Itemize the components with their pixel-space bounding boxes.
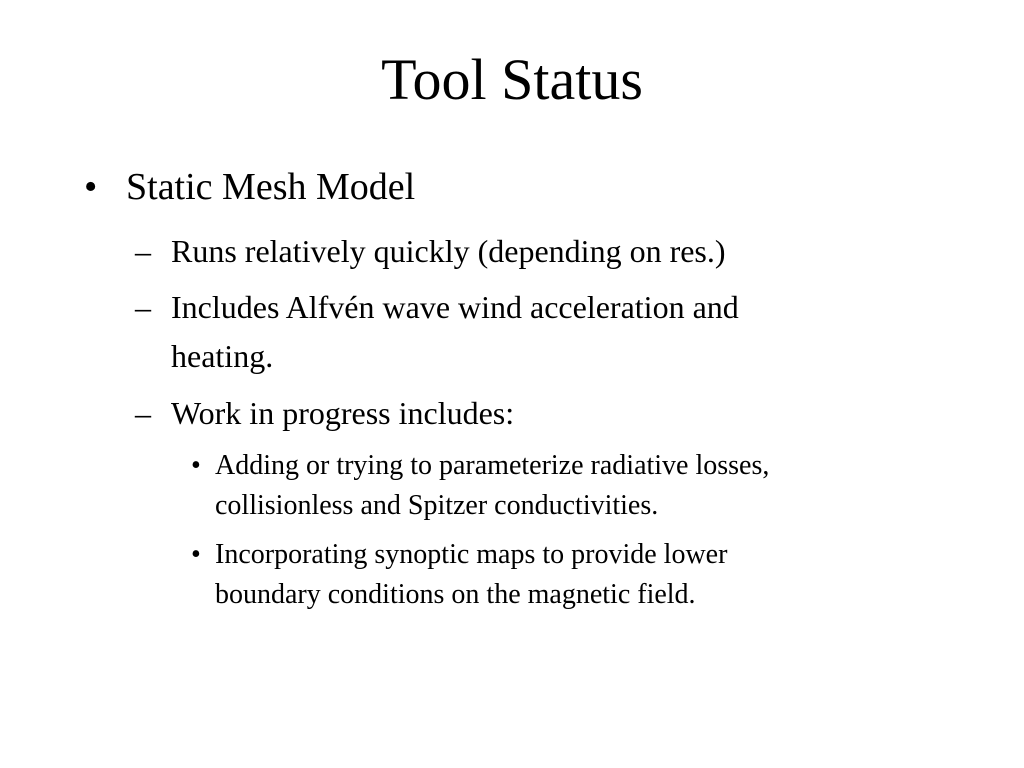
sub-sub-bullet-text-line-2: collisionless and Spitzer conductivities. — [215, 490, 659, 521]
bullet-marker: • — [191, 539, 201, 570]
bullet-text: Static Mesh Model — [126, 166, 416, 208]
sub-sub-bullet-text-line-2: boundary conditions on the magnetic field. — [215, 579, 696, 610]
bullet-marker: • — [84, 166, 98, 208]
sub-bullet-text: Work in progress includes: — [171, 395, 515, 431]
bullet-marker: • — [191, 450, 201, 481]
sub-bullet-text-line-2: heating. — [171, 338, 274, 374]
dash-marker: – — [135, 289, 151, 325]
dash-marker: – — [135, 233, 151, 269]
sub-sub-bullet-text-line-1: Adding or trying to parameterize radiative losses, — [215, 450, 770, 481]
dash-marker: – — [135, 395, 151, 431]
sub-bullet-text-line-1: Includes Alfvén wave wind acceleration and — [171, 289, 739, 325]
sub-sub-bullet-text-line-1: Incorporating synoptic maps to provide lower — [215, 539, 728, 570]
sub-bullet-text: Runs relatively quickly (depending on res.) — [171, 233, 726, 269]
slide-title: Tool Status — [381, 47, 643, 112]
